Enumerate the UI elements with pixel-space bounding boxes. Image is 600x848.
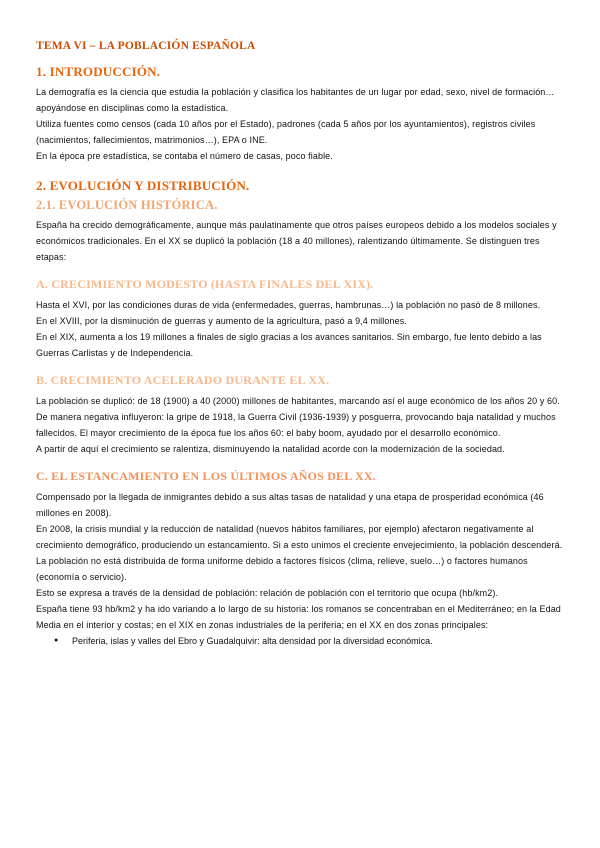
paragraph: A partir de aquí el crecimiento se ralentiza, disminuyendo la natalidad acorde con la modernización de la sociedad.: [36, 444, 505, 454]
paragraph: De manera negativa influyeron: la gripe de 1918, la Guerra Civil (1936-1939) y posguerra, provocando baja natalidad y muchos fallecidos. El mayor crecimiento de la época fue los años 60: el baby boom, ayudado por el desarrollo económico.: [36, 412, 556, 438]
paragraph: En el XIX, aumenta a los 19 millones a finales de siglo gracias a los avances sanitarios. Sin embargo, fue lento debido a las Guerras Carlistas y de Independencia.: [36, 332, 542, 358]
paragraph: En la época pre estadística, se contaba el número de casas, poco fiable.: [36, 151, 333, 161]
heading-evolucion: 2. EVOLUCIÓN Y DISTRIBUCIÓN.: [36, 178, 250, 193]
paragraph: Hasta el XVI, por las condiciones duras de vida (enfermedades, guerras, hambrunas…) la población no pasó de 8 millones.: [36, 300, 541, 310]
heading-etapa-c: C. EL ESTANCAMIENTO EN LOS ÚLTIMOS AÑOS DEL XX.: [36, 469, 376, 483]
paragraph: En el XVIII, por la disminución de guerras y aumento de la agricultura, pasó a 9,4 millones.: [36, 316, 407, 326]
heading-etapa-a: A. CRECIMIENTO MODESTO (HASTA FINALES DEL XIX).: [36, 277, 374, 291]
list-item: ● Periferia, islas y valles del Ebro y Guadalquivir: alta densidad por la diversidad económica.: [72, 633, 564, 649]
paragraph: Esto se expresa a través de la densidad de población: relación de población con el territorio que ocupa (hb/km2).: [36, 588, 499, 598]
paragraph: Utiliza fuentes como censos (cada 10 años por el Estado), padrones (cada 5 años por los ayuntamientos), registros civiles (nacimientos, fallecimientos, matrimonios…), EPA o INE.: [36, 119, 536, 145]
bullet-list: [36, 633, 564, 649]
paragraph: La población no está distribuida de forma uniforme debido a factores físicos (clima, relieve, suelo…) o factores humanos (economía o servicio).: [36, 556, 528, 582]
paragraph: España ha crecido demográficamente, aunque más paulatinamente que otros países europeos debido a los modelos sociales y económicos tradicionales. En el XX se duplicó la población (18 a 40 millones), ralentizando últimamente. Se distinguen tres etapas:: [36, 220, 557, 262]
paragraph: En 2008, la crisis mundial y la reducción de natalidad (nuevos hábitos familiares, por ejemplo) afectaron negativamente al crecimiento demográfico, produciendo un estancamiento. Si a esto unimos el creciente envejecimiento, la población descenderá.: [36, 524, 563, 550]
paragraph: Compensado por la llegada de inmigrantes debido a sus altas tasas de natalidad y una etapa de prosperidad económica (46 millones en 2008).: [36, 492, 544, 518]
heading-etapa-b: B. CRECIMIENTO ACELERADO DURANTE EL XX.: [36, 373, 330, 387]
paragraph: La demografía es la ciencia que estudia la población y clasifica los habitantes de un lugar por edad, sexo, nivel de formación… apoyándose en disciplinas como la estadística.: [36, 87, 555, 113]
subheading-evolucion-historica: 2.1. EVOLUCIÓN HISTÓRICA.: [36, 198, 218, 212]
heading-introduccion: 1. INTRODUCCIÓN.: [36, 64, 161, 79]
paragraph: La población se duplicó: de 18 (1900) a 40 (2000) millones de habitantes, marcando así el auge económico de los años 20 y 60.: [36, 396, 560, 406]
document-title: TEMA VI – LA POBLACIÓN ESPAÑOLA: [36, 40, 256, 52]
paragraph: España tiene 93 hb/km2 y ha ido variando a lo largo de su historia: los romanos se concentraban en el Mediterráneo; en la Edad Media en el interior y costas; en el XIX en zonas industriales de la periferia; en el XX en dos zonas principales:: [36, 604, 561, 630]
